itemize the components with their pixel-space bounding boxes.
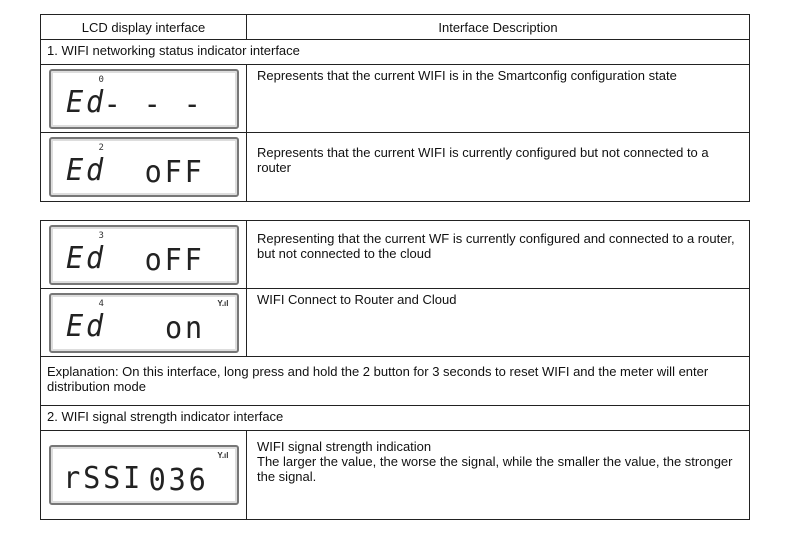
table-header-row bbox=[41, 15, 749, 40]
lcd-cell bbox=[41, 431, 247, 519]
row-description: Represents that the current WIFI is currently configured but not connected to a router bbox=[257, 145, 709, 175]
section-title-row bbox=[41, 406, 749, 431]
lcd-left-text: rSSI bbox=[62, 461, 143, 496]
lcd-display bbox=[49, 69, 239, 129]
signal-strength-icon: Y.ıl bbox=[217, 298, 229, 308]
signal-description-title: WIFI signal strength indication bbox=[257, 439, 432, 454]
lcd-cell bbox=[41, 289, 247, 356]
lcd-small-digit: 4 bbox=[98, 298, 104, 309]
status-table-bottom bbox=[40, 220, 750, 520]
lcd-display bbox=[49, 225, 239, 285]
lcd-small-digit: 0 bbox=[98, 74, 104, 85]
lcd-right-text: - - - bbox=[103, 86, 204, 122]
lcd-cell bbox=[41, 221, 247, 288]
table-row bbox=[41, 221, 749, 289]
lcd-cell bbox=[41, 133, 247, 201]
table-row bbox=[41, 65, 749, 133]
signal-description-detail: The larger the value, the worse the signal, while the smaller the value, the stronger the signal. bbox=[257, 454, 733, 484]
lcd-left-text: Ed bbox=[65, 308, 106, 344]
table-row bbox=[41, 289, 749, 357]
signal-strength-icon: Y.ıl bbox=[217, 451, 229, 460]
table-row bbox=[41, 133, 749, 201]
section-title-wifi-networking: 1. WIFI networking status indicator interface bbox=[47, 43, 300, 58]
lcd-small-digit: 3 bbox=[98, 230, 104, 241]
lcd-right-text: 036 bbox=[148, 463, 209, 498]
lcd-display bbox=[49, 293, 239, 353]
header-lcd-display: LCD display interface bbox=[41, 15, 247, 39]
header-interface-description: Interface Description bbox=[438, 19, 558, 35]
explanation-text: Explanation: On this interface, long press and hold the 2 button for 3 seconds to reset WIFI and the meter will enter distribution mode bbox=[47, 364, 709, 394]
row-description: Representing that the current WF is currently configured and connected to a router, but not connected to the cloud bbox=[257, 231, 735, 261]
row-description: Represents that the current WIFI is in the Smartconfig configuration state bbox=[257, 68, 677, 83]
table-row bbox=[41, 431, 749, 519]
lcd-small-digit: 2 bbox=[98, 143, 104, 153]
lcd-right-text: on bbox=[165, 310, 206, 346]
explanation-row bbox=[41, 357, 749, 406]
lcd-display bbox=[49, 137, 239, 197]
row-description bbox=[247, 431, 749, 519]
lcd-right-text: oFF bbox=[144, 155, 205, 190]
lcd-cell bbox=[41, 65, 247, 132]
lcd-left-text: Ed bbox=[65, 84, 106, 120]
lcd-right-text: oFF bbox=[144, 242, 205, 278]
lcd-left-text: Ed bbox=[65, 240, 106, 276]
lcd-display bbox=[49, 445, 239, 505]
lcd-left-text: Ed bbox=[65, 153, 106, 188]
row-description: WIFI Connect to Router and Cloud bbox=[257, 292, 457, 307]
section-title-row bbox=[41, 40, 749, 65]
section-title-signal-strength: 2. WIFI signal strength indicator interface bbox=[47, 409, 284, 424]
status-table-top bbox=[40, 14, 750, 202]
